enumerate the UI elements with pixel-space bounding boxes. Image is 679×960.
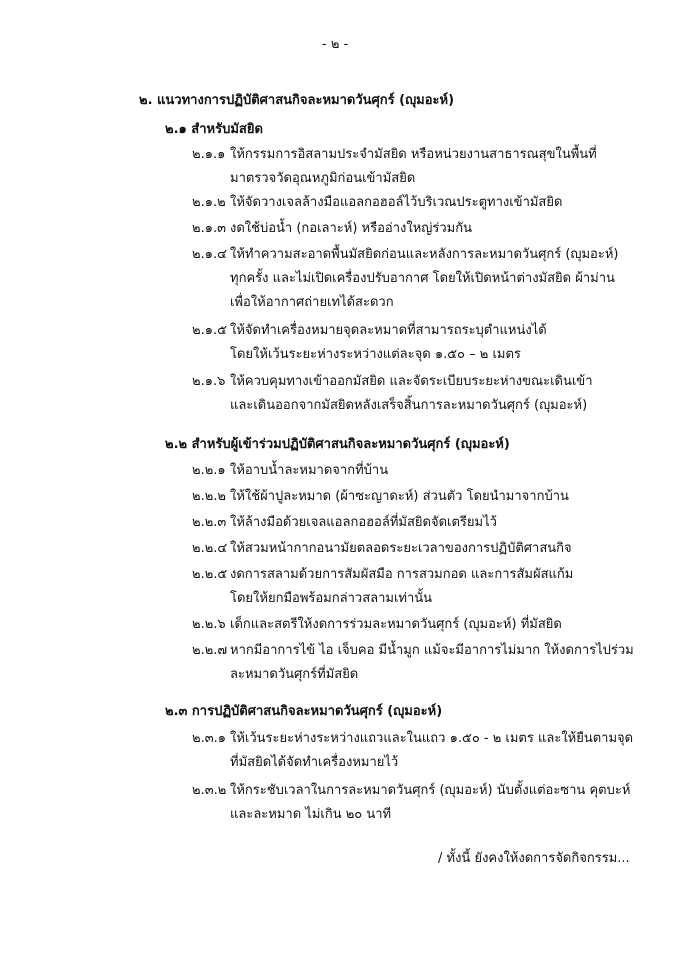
- item-text: เพื่อให้อากาศถ่ายเทได้สะดวก: [230, 295, 394, 310]
- page-number: - ๒ -: [322, 37, 349, 52]
- item-text: หากมีอาการไข้ ไอ เจ็บคอ มีน้ำมูก แม้จะมีอาการไม่มาก ให้งดการไปร่วม: [230, 643, 634, 658]
- item-text: ให้กรรมการอิสลามประจำมัสยิด หรือหน่วยงานสาธารณสุขในพื้นที่: [230, 147, 597, 162]
- subsection-title-2-2: ๒.๒ สำหรับผู้เข้าร่วมปฏิบัติศาสนกิจละหมาดวันศุกร์ (ญุมอะห์): [165, 437, 510, 452]
- item-text: ให้จัดวางเจลล้างมือแอลกอฮอล์ไว้บริเวณประตูทางเข้ามัสยิด: [230, 195, 563, 210]
- item-number: ๒.๑.๑: [192, 147, 226, 162]
- item-text: ให้กระชับเวลาในการละหมาดวันศุกร์ (ญุมอะห์) นับตั้งแต่อะซาน คุตบะห์: [230, 783, 631, 798]
- item-text: มาตรวจวัดอุณหภูมิก่อนเข้ามัสยิด: [230, 171, 416, 186]
- item-number: ๒.๒.๗: [192, 643, 228, 658]
- item-number: ๒.๑.๒: [192, 195, 226, 210]
- item-number: ๒.๑.๕: [192, 323, 227, 338]
- item-text: ทุกครั้ง และไม่เปิดเครื่องปรับอากาศ โดยให้เปิดหน้าต่างมัสยิด ผ้าม่าน: [230, 271, 615, 286]
- item-text: ให้สวมหน้ากากอนามัยตลอดระยะเวลาของการปฏิบัติศาสนกิจ: [230, 541, 572, 556]
- item-text: ละหมาดวันศุกร์ที่มัสยิด: [230, 667, 359, 682]
- item-text: เด็กและสตรีให้งดการร่วมละหมาดวันศุกร์ (ญุมอะห์) ที่มัสยิด: [230, 617, 562, 632]
- item-text: ให้เว้นระยะห่างระหว่างแถวและในแถว ๑.๕๐ - ๒ เมตร และให้ยืนตามจุด: [230, 731, 634, 746]
- item-number: ๒.๓.๑: [192, 731, 226, 746]
- section-title: ๒. แนวทางการปฏิบัติศาสนกิจละหมาดวันศุกร์ (ญุมอะห์): [139, 93, 455, 108]
- item-text: งดใช้บ่อน้ำ (กอเลาะห์) หรืออ่างใหญ่ร่วมกัน: [230, 221, 472, 236]
- item-text: ที่มัสยิดได้จัดทำเครื่องหมายไว้: [230, 755, 399, 770]
- item-text: และละหมาด ไม่เกิน ๒๐ นาที: [230, 807, 392, 822]
- item-number: ๒.๑.๔: [192, 247, 227, 262]
- item-text: ให้ใช้ผ้าปูละหมาด (ผ้าซะญาดะห์) ส่วนตัว โดยนำมาจากบ้าน: [230, 489, 569, 504]
- item-text: งดการสลามด้วยการสัมผัสมือ การสวมกอด และการสัมผัสแก้ม: [230, 567, 574, 582]
- item-number: ๒.๒.๔: [192, 541, 228, 556]
- item-number: ๒.๒.๕: [192, 567, 228, 582]
- item-number: ๒.๒.๒: [192, 489, 226, 504]
- item-text: โดยให้เว้นระยะห่างระหว่างแต่ละจุด ๑.๕๐ – ๒ เมตร: [230, 347, 521, 362]
- item-number: ๒.๑.๓: [192, 221, 226, 236]
- item-text: ให้ล้างมือด้วยเจลแอลกอฮอล์ที่มัสยิดจัดเตรียมไว้: [230, 515, 497, 530]
- item-text: และเดินออกจากมัสยิดหลังเสร็จสิ้นการละหมาดวันศุกร์ (ญุมอะห์): [230, 398, 588, 413]
- item-number: ๒.๒.๖: [192, 617, 226, 632]
- item-text: ให้อาบน้ำละหมาดจากที่บ้าน: [230, 463, 389, 478]
- continuation-note: / ทั้งนี้ ยังคงให้งดการจัดกิจกรรม...: [438, 851, 630, 866]
- item-number: ๒.๒.๓: [192, 515, 227, 530]
- item-text: โดยให้ยกมือพร้อมกล่าวสลามเท่านั้น: [230, 591, 433, 606]
- item-text: ให้ควบคุมทางเข้าออกมัสยิด และจัดระเบียบระยะห่างขณะเดินเข้า: [230, 374, 593, 389]
- item-text: ให้จัดทำเครื่องหมายจุดละหมาดที่สามารถระบุตำแหน่งได้: [230, 323, 547, 338]
- item-number: ๒.๑.๖: [192, 374, 226, 389]
- item-number: ๒.๒.๑: [192, 463, 226, 478]
- subsection-title-2-1: ๒.๑ สำหรับมัสยิด: [165, 122, 263, 137]
- subsection-title-2-3: ๒.๓ การปฏิบัติศาสนกิจละหมาดวันศุกร์ (ญุมอะห์): [165, 704, 443, 719]
- item-number: ๒.๓.๒: [192, 783, 227, 798]
- item-text: ให้ทำความสะอาดพื้นมัสยิดก่อนและหลังการละหมาดวันศุกร์ (ญุมอะห์): [230, 247, 619, 262]
